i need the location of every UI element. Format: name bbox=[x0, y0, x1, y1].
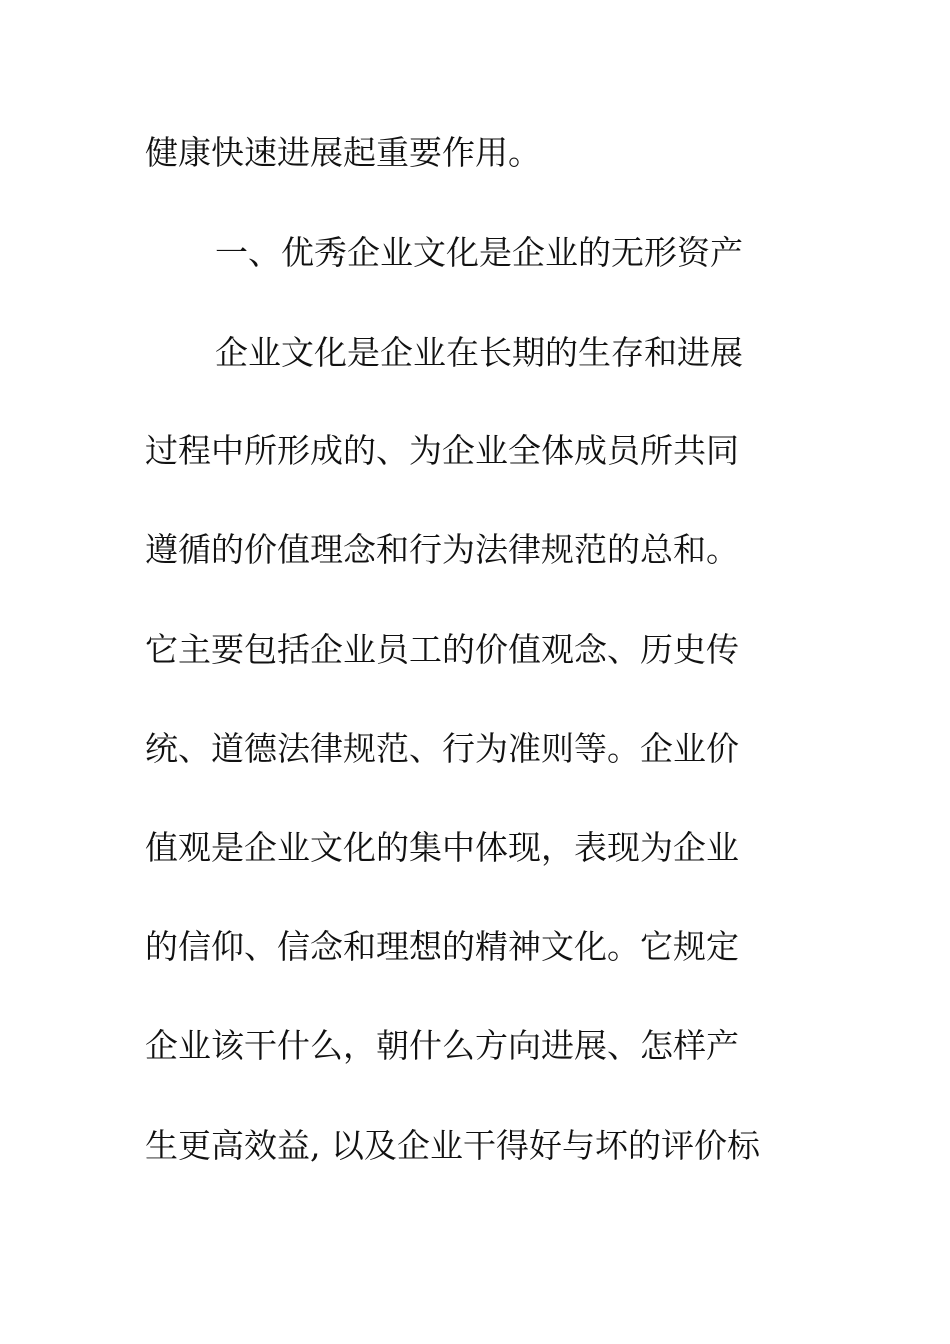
paragraph-line: 生更高效益, 以及企业干得好与坏的评价标 bbox=[145, 1126, 760, 1165]
paragraph-line: 的信仰、信念和理想的精神文化。它规定 bbox=[145, 927, 739, 966]
paragraph-line-1: 健康快速进展起重要作用。 bbox=[145, 133, 541, 172]
paragraph-line: 它主要包括企业员工的价值观念、历史传 bbox=[145, 630, 739, 669]
paragraph-line: 遵循的价值理念和行为法律规范的总和。 bbox=[145, 530, 739, 569]
paragraph-line: 企业该干什么，朝什么方向进展、怎样产 bbox=[145, 1026, 739, 1065]
paragraph-line: 值观是企业文化的集中体现，表现为企业 bbox=[145, 828, 739, 867]
section-heading: 一、优秀企业文化是企业的无形资产 bbox=[215, 233, 743, 272]
paragraph-line: 统、道德法律规范、行为准则等。企业价 bbox=[145, 729, 739, 768]
paragraph-line: 过程中所形成的、为企业全体成员所共同 bbox=[145, 431, 739, 470]
paragraph-line-first: 企业文化是企业在长期的生存和进展 bbox=[215, 333, 743, 372]
